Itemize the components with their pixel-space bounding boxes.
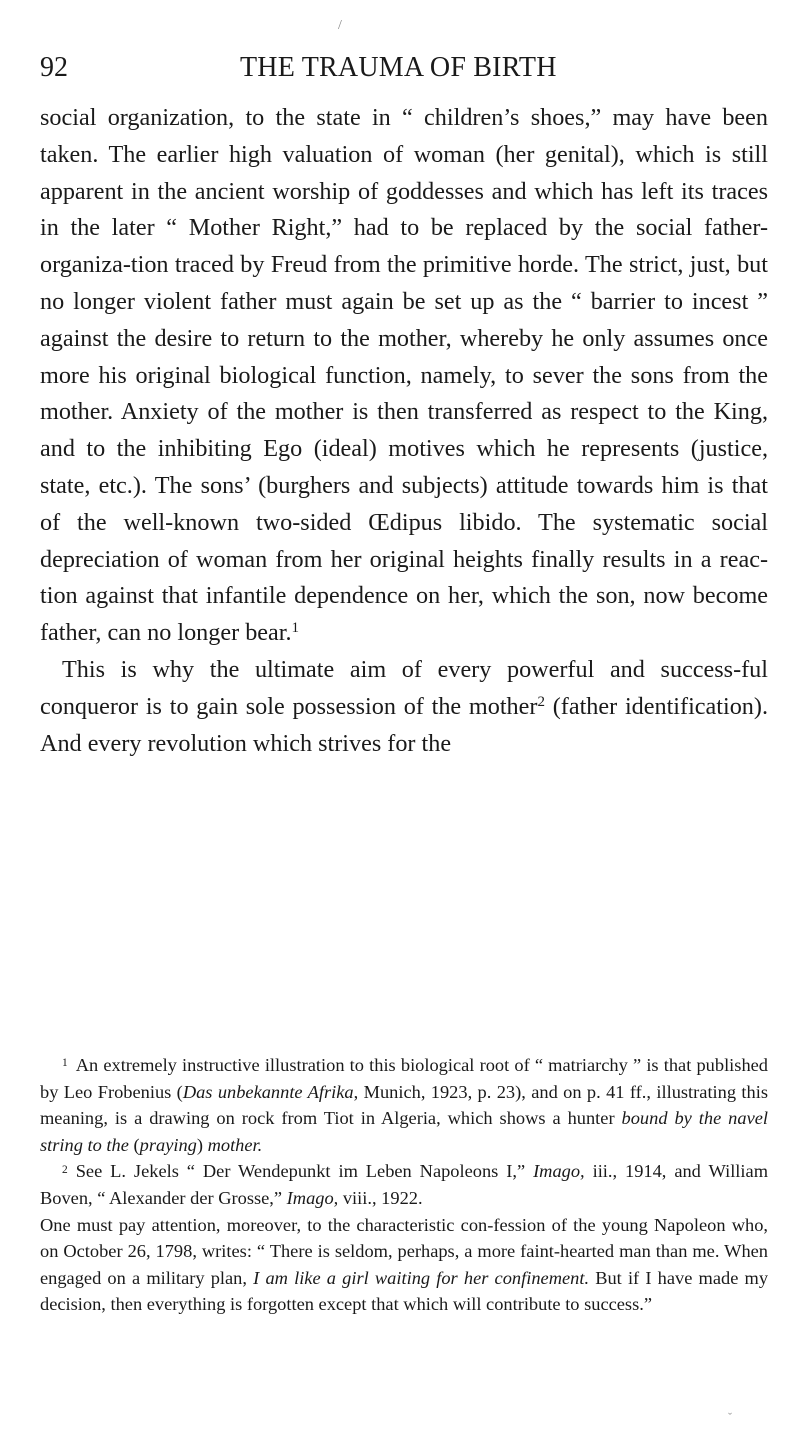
footnote-ref-2: 2 xyxy=(537,693,545,710)
footnote-marker: 2 xyxy=(62,1163,68,1176)
footnotes xyxy=(40,1052,768,1318)
paragraph: This is why the ultimate aim of every powerful and success-ful conqueror is to gain sole possession of the mother$^2$ (father identification). And every revolution which strives for the xyxy=(40,655,768,757)
footnote-1: $^1$ An extremely instructive illustration to this biological root of “ matriarchy ” is that published by Leo Frobenius (Das unbekannte Afrika, Munich, 1923, p. 23), and on p. 41 ff., illustrating this meaning, is a drawing on rock from Tiot in Algeria, which shows a hunter bound by the navel string to the (praying) mother. xyxy=(40,1055,769,1155)
book-page xyxy=(40,0,768,1443)
running-head xyxy=(40,48,768,88)
footnote-marker: 1 xyxy=(62,1057,68,1070)
margin-mark: / xyxy=(338,18,342,33)
running-title: THE TRAUMA OF BIRTH xyxy=(240,52,557,83)
footnote-2: $^2$ See L. Jekels “ Der Wendepunkt im Leben Napoleons I,” Imago, iii., 1914, and William Boven, “ Alexander der Grosse,” Imago, viii., 1922. xyxy=(40,1161,768,1208)
page-number: 92 xyxy=(40,52,68,83)
margin-mark: ˇ xyxy=(728,1410,732,1424)
body-text xyxy=(40,100,768,762)
paragraph: social organization, to the state in “ children’s shoes,” may have been taken. The earlier high valuation of woman (her genital), which is still apparent in the ancient worship of goddesses and which has left its traces in the later “ Mother Right,” had to be replaced by the social father-organiza-tion traced by Freud from the primitive horde. The strict, just, but no longer violent father must again be set up as the “ barrier to incest ” against the desire to return to the mother, whereby he only assumes once more his original biological function, namely, to sever the sons from the mother. Anxiety of the mother is then transferred as respect to the King, and to the inhibiting Ego (ideal) motives which he represents (justice, state, etc.). The sons’ (burghers and subjects) attitude towards him is that of the well-known two-sided Œdipus libido. The systematic social depreciation of woman from her original heights finally results in a reac-tion against that infantile dependence on her, which the son, now become father, can no longer bear.$^1$ xyxy=(40,104,768,647)
footnote-ref-1: 1 xyxy=(291,619,300,636)
footnote-2-continuation: One must pay attention, moreover, to the characteristic con-fession of the young Napoleon who, on October 26, 1798, writes: “ There is seldom, perhaps, a more faint-hearted man than me. When engaged on a military plan, I am like a girl waiting for her confinement. But if I have made my decision, then everything is forgotten except that which will contribute to success.” xyxy=(40,1214,769,1315)
